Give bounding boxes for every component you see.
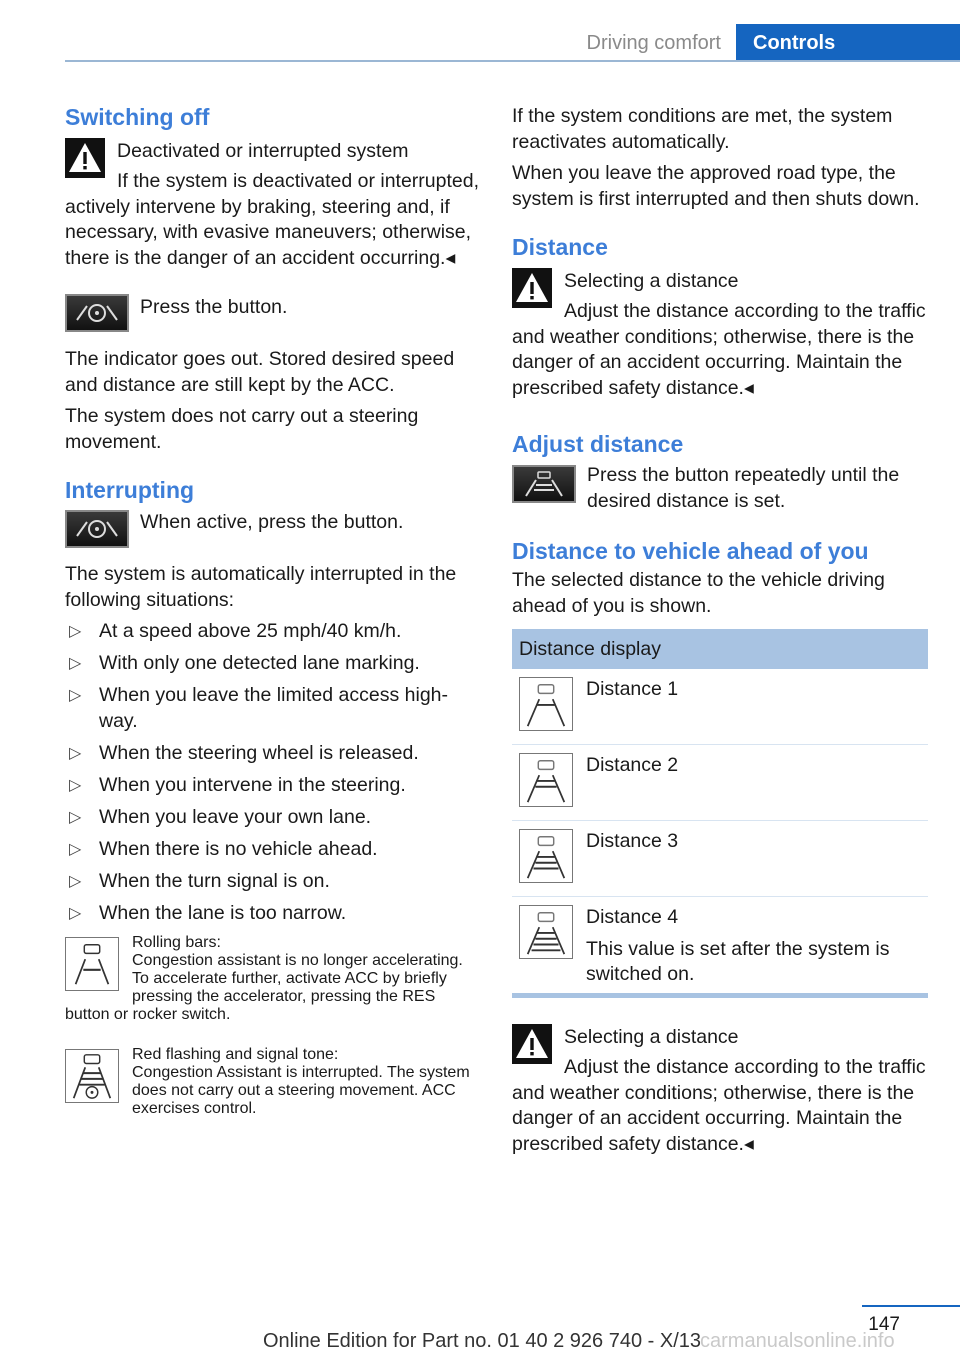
bullet-icon: ▷ [69,623,82,640]
switching-off-heading: Switching off [65,104,210,130]
rolling-bars-block [65,934,479,1024]
steering-assist-button-image [65,294,129,332]
left-column [65,100,479,1118]
indicator-text: The indicator goes out. Stored desired speed and distance are still kept by the ACC. [65,348,455,396]
distance-note: This value is set after the system is switched on. [586,937,890,985]
rolling-bars-title: Rolling bars: [132,934,221,951]
press-button-text: Press the button. [140,296,288,318]
right-column [512,100,928,1157]
bullet-icon: ▷ [69,687,82,704]
table-header: Distance display [512,629,928,669]
warning-body: Adjust the distance according to the traffic and weather conditions; otherwise, there is the danger of an accident occurring. Maintain the prescribed safety distance.◂ [512,1056,926,1155]
footer-rule [862,1305,960,1307]
reactivate-text: If the system conditions are met, the system reactivates automatically. [512,105,893,153]
header-rule [65,60,960,62]
header-chapter-tab: Controls [736,24,960,62]
table-row [512,897,928,993]
adjust-distance-heading: Adjust distance [512,431,684,457]
list-item: ▷ When you intervene in the steering. [65,773,479,799]
warning-icon [512,1024,552,1064]
distance-label: Distance 2 [586,754,679,776]
interrupting-heading: Interrupting [65,477,195,503]
warning-selecting-distance-2 [512,1022,928,1157]
table-row [512,821,928,897]
red-flashing-block [65,1046,479,1118]
bullet-icon: ▷ [69,904,82,922]
leave-road-text: When you leave the approved road type, the system is first interrupted and then shuts down. [512,162,920,210]
page-number: 147 [868,1314,900,1335]
red-flashing-title: Red flashing and signal tone: [132,1046,339,1063]
warning-icon [512,268,552,308]
warning-icon [65,138,105,178]
table-row [512,745,928,821]
warning-body: If the system is deactivated or interrupted, actively intervene by braking, steering and, if necessary, with evasive maneuvers; otherwise, there is the danger of an accident occurring.◂ [65,170,480,269]
warning-title: Selecting a distance [564,1026,739,1048]
red-flashing-body: Congestion Assistant is interrupted. The system does not carry out a steering movement. ACC exercises control. [132,1064,470,1117]
bullet-icon: ▷ [69,744,82,762]
adjust-distance-row [512,463,928,514]
when-active-row [65,510,479,535]
distance-4-icon [519,905,573,959]
rolling-bars-icon [65,937,119,991]
warning-title: Selecting a distance [564,270,739,292]
list-item: ▷ When the lane is too narrow. [65,901,479,927]
list-item: ▷ When you leave your own lane. [65,805,479,831]
watermark-text: carmanualsonline.info [700,1330,895,1352]
distance-button-image [512,465,576,503]
list-item: ▷ At a speed above 25 mph/40 km/h. [65,619,479,645]
distance-3-icon [519,829,573,883]
distance-heading: Distance [512,234,608,260]
list-item: ▷ With only one detected lane marking. [65,651,479,677]
list-item: ▷ When you leave the limited access highway. [69,684,449,732]
steering-assist-button-image [65,510,129,548]
distance-1-icon [519,677,573,731]
bullet-icon: ▷ [69,872,82,890]
bullet-icon: ▷ [69,655,82,672]
warning-title: Deactivated or interrupted system [117,140,409,162]
warning-body: Adjust the distance according to the traffic and weather conditions; otherwise, there is the danger of an accident occurring. Maintain the prescribed safety distance.◂ [512,300,926,399]
distance-button-icon [520,470,568,498]
distance-ahead-heading: Distance to vehicle ahead of you [512,538,869,564]
bullet-icon: ▷ [69,808,82,826]
header-section-label: Driving comfort [586,32,721,54]
distance-label: Distance 1 [586,678,679,700]
bullet-icon: ▷ [69,776,82,794]
interrupt-situations-list [65,619,479,926]
bullet-icon: ▷ [69,840,82,858]
list-item: ▷ When there is no vehicle ahead. [65,837,479,863]
auto-interrupt-text: The system is automatically interrupted in the following situations: [65,563,457,611]
press-button-row [65,295,479,320]
warning-deactivated [65,136,479,271]
when-active-text: When active, press the button. [140,511,404,533]
interrupted-indicator-icon [65,1049,119,1103]
distance-2-icon [519,753,573,807]
table-bottom-rule [512,993,928,998]
list-item: ▷ When the steering wheel is released. [65,741,479,767]
distance-ahead-text: The selected distance to the vehicle driving ahead of you is shown. [512,569,885,617]
steering-wheel-icon [73,300,121,326]
rolling-bars-body: Congestion assistant is no longer accelerating. To accelerate further, activate ACC by briefly pressing the accelerator, pressing the RES button or rocker switch. [65,952,463,1023]
steering-wheel-icon [73,516,121,542]
list-item: ▷ When the turn signal is on. [65,869,479,895]
distance-label: Distance 3 [586,830,679,852]
no-steering-text: The system does not carry out a steering movement. [65,405,419,453]
table-row [512,669,928,745]
adjust-distance-text: Press the button repeatedly until the desired distance is set. [587,464,900,512]
online-edition-text: Online Edition for Part no. 01 40 2 926 740 - X/13 [262,1330,702,1352]
warning-selecting-distance [512,266,928,401]
distance-label: Distance 4 [586,906,679,928]
distance-display-table [512,629,928,998]
